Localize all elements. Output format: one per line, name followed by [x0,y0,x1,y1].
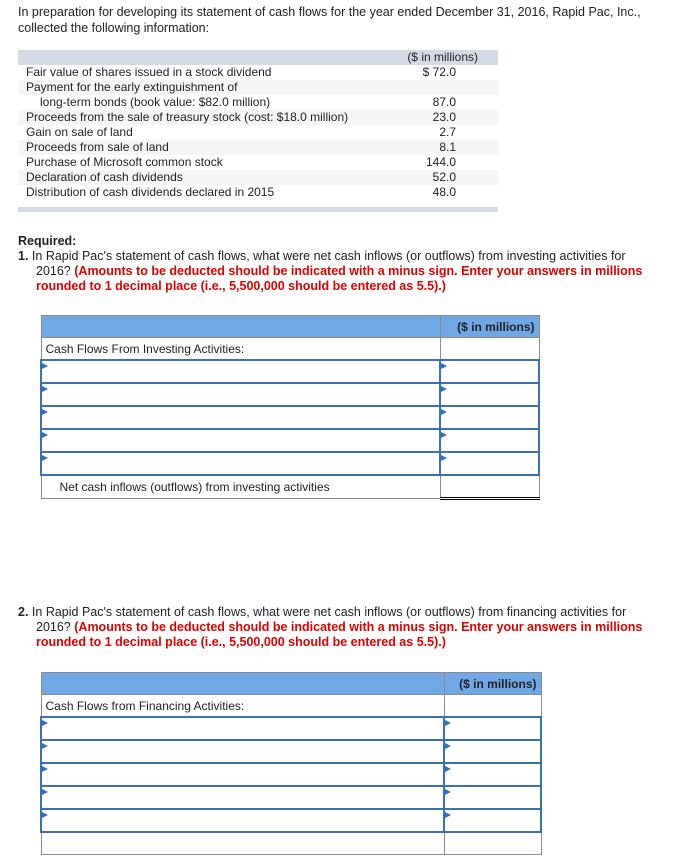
section-label: Cash Flows from Financing Activities: [41,695,444,718]
header-blank [41,673,444,695]
line-item-dropdown[interactable] [41,786,444,809]
amount-input[interactable] [441,407,542,428]
data-row-label: Proceeds from sale of land [26,140,169,154]
question-2 [18,605,648,650]
data-row [18,170,498,185]
data-row [18,65,498,80]
data-row-value: 8.1 [439,140,456,154]
amount-cell[interactable] [444,717,541,740]
section-label: Cash Flows From Investing Activities: [41,338,440,361]
amount-cell[interactable] [444,786,541,809]
investing-table [40,315,540,500]
amount-input[interactable] [441,430,542,451]
amount-input[interactable] [441,361,542,382]
total-amount-cell[interactable] [440,475,539,499]
amount-input[interactable] [441,384,542,405]
amount-input[interactable] [445,787,544,808]
q2-instruction: (Amounts to be deducted should be indicated with a minus sign. Enter your answers in millions rounded to 1 decimal place (i.e., 5,500,000 should be entered as 5.5).) [36,620,643,649]
amount-cell[interactable] [440,360,539,383]
data-table-header [18,50,498,65]
line-item-dropdown[interactable] [41,452,440,475]
line-item-input[interactable] [42,384,443,405]
data-row-value: 144.0 [425,155,456,169]
line-item-dropdown[interactable] [41,383,440,406]
amount-cell[interactable] [440,383,539,406]
total-label: Net cash inflows (outflows) from investing activities [41,475,440,499]
units-header: ($ in millions) [440,316,539,338]
data-table-footer [18,207,498,212]
line-item-input[interactable] [42,741,447,762]
data-row-label: Declaration of cash dividends [26,170,183,184]
amount-cell[interactable] [440,406,539,429]
blank-cell [440,338,539,361]
header-blank [41,316,440,338]
data-row-label: Proceeds from the sale of treasury stock (cost: $18.0 million) [26,110,349,124]
line-item-dropdown[interactable] [41,360,440,383]
data-row-label: long-term bonds (book value: $82.0 million) [40,95,271,109]
line-item-input[interactable] [42,810,447,831]
data-row [18,125,498,140]
line-item-dropdown[interactable] [41,763,444,786]
line-item-dropdown[interactable] [41,809,444,832]
data-row [18,140,498,155]
line-item-input[interactable] [42,787,447,808]
data-row [18,185,498,200]
amount-cell[interactable] [444,740,541,763]
q2-text: In Rapid Pac's statement of cash flows, what were net cash inflows (or outflows) from financing activities for 2016? [31,605,627,634]
line-item-input[interactable] [42,430,443,451]
blank-cell [41,832,444,855]
amount-input[interactable] [445,810,544,831]
units-label: ($ in millions) [407,50,478,64]
amount-input[interactable] [441,453,542,474]
units-header: ($ in millions) [444,673,541,695]
data-row-value [376,80,498,95]
intro-text: In preparation for developing its statement of cash flows for the year ended December 31, 2016, Rapid Pac, Inc., collected the following information: [18,5,641,35]
q1-instruction: (Amounts to be deducted should be indicated with a minus sign. Enter your answers in millions rounded to 1 decimal place (i.e., 5,500,000 should be entered as 5.5).) [36,264,643,293]
data-row [18,80,498,95]
data-row-value: 48.0 [432,185,456,199]
required-heading: Required: [18,234,77,248]
amount-input[interactable] [445,764,544,785]
line-item-input[interactable] [42,718,447,739]
amount-cell[interactable] [440,452,539,475]
q2-number: 2. [18,605,29,619]
data-row-label: Gain on sale of land [26,125,133,139]
amount-cell[interactable] [444,809,541,832]
given-data-table [18,50,498,212]
data-row-label: Payment for the early extinguishment of [26,80,238,94]
blank-cell [444,695,541,718]
line-item-input[interactable] [42,407,443,428]
amount-cell[interactable] [444,763,541,786]
line-item-dropdown[interactable] [41,429,440,452]
data-row [18,95,498,110]
line-item-dropdown[interactable] [41,406,440,429]
data-row-value: 52.0 [432,170,456,184]
line-item-input[interactable] [42,764,447,785]
blank-cell [444,832,541,855]
data-row-value: 2.7 [439,125,456,139]
data-row [18,110,498,125]
data-row-label: Distribution of cash dividends declared in 2015 [26,185,275,199]
amount-input[interactable] [445,718,544,739]
line-item-input[interactable] [42,453,443,474]
data-row [18,155,498,170]
q1-text: In Rapid Pac's statement of cash flows, what were net cash inflows (or outflows) from investing activities for 2016? [31,249,626,278]
line-item-input[interactable] [42,361,443,382]
line-item-dropdown[interactable] [41,740,444,763]
question-1 [18,234,648,294]
data-row-label: Purchase of Microsoft common stock [26,155,223,169]
amount-input[interactable] [445,741,544,762]
q1-number: 1. [18,249,29,263]
data-row-value: 23.0 [432,110,456,124]
amount-cell[interactable] [440,429,539,452]
data-row-value: 87.0 [432,95,456,109]
data-row-value: $ 72.0 [422,65,456,79]
financing-table [40,672,542,855]
line-item-dropdown[interactable] [41,717,444,740]
data-row-label: Fair value of shares issued in a stock dividend [26,65,272,79]
